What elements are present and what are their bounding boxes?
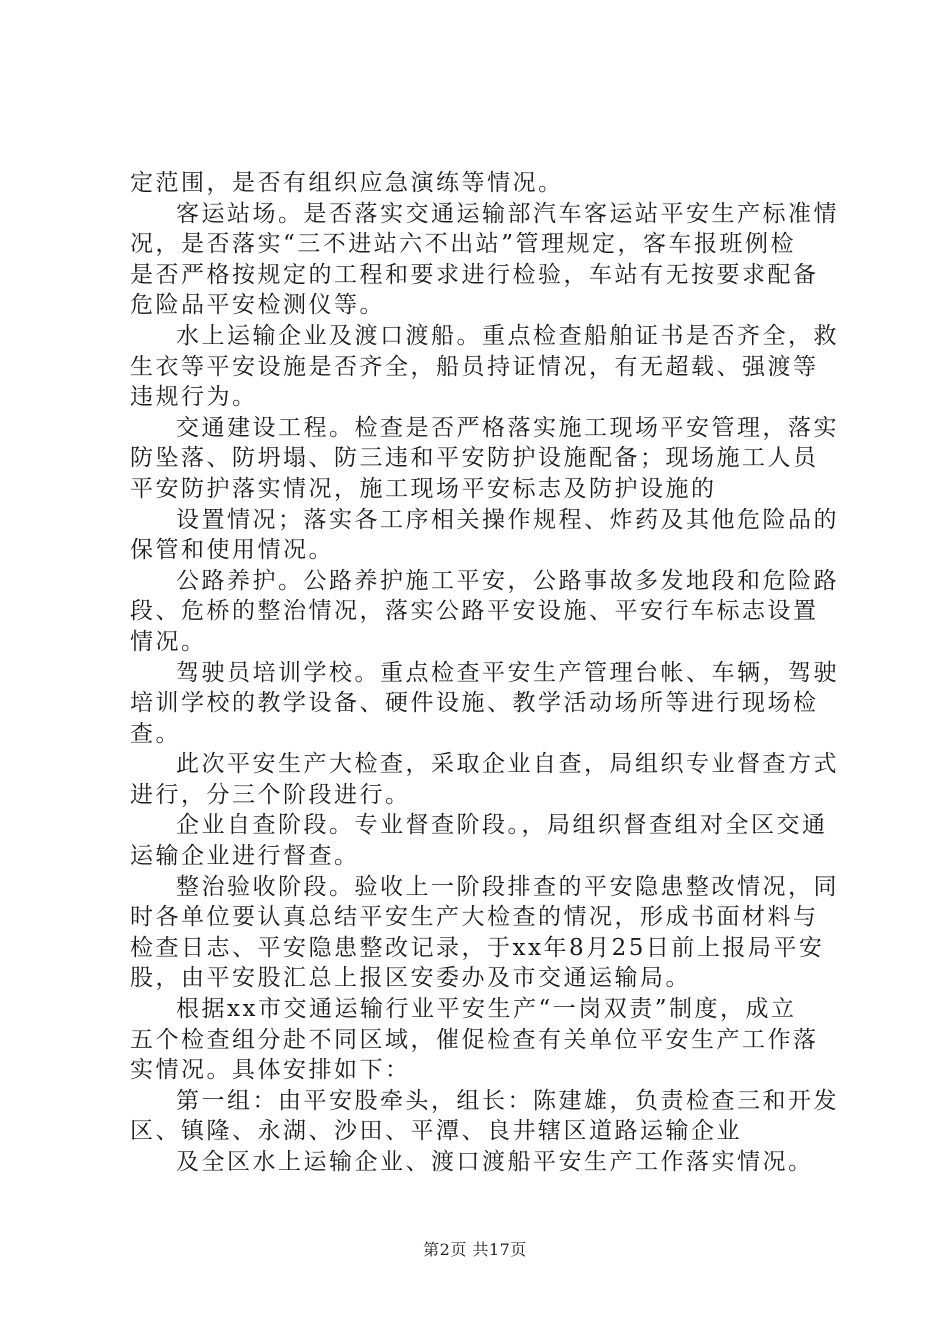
text-line: 时各单位要认真总结平安生产大检查的情况，形成书面材料与 xyxy=(130,904,819,931)
text-line: 培训学校的教学设备、硬件设施、教学活动场所等进行现场检 xyxy=(130,690,819,717)
text-line: 五个检查组分赴不同区域，催促检查有关单位平安生产工作落 xyxy=(130,1026,819,1053)
text-line: 运输企业进行督查。 xyxy=(130,843,360,870)
text-line: 水上运输企业及渡口渡船。重点检查船舶证书是否齐全，救 xyxy=(176,322,839,349)
text-line: 是否严格按规定的工程和要求进行检验，车站有无按要求配备 xyxy=(130,261,819,288)
text-line: 况，是否落实“三不进站六不出站”管理规定，客车报班例检 xyxy=(130,231,797,258)
text-line: 危险品平安检测仪等。 xyxy=(130,292,385,319)
text-line: 生衣等平安设施是否齐全，船员持证情况，有无超载、强渡等 xyxy=(130,353,819,380)
text-line: 查。 xyxy=(130,720,181,747)
text-line: 平安防护落实情况，施工现场平安标志及防护设施的 xyxy=(130,475,717,502)
text-line: 段、危桥的整治情况，落实公路平安设施、平安行车标志设置 xyxy=(130,598,819,625)
text-line: 股，由平安股汇总上报区安委办及市交通运输局。 xyxy=(130,965,691,992)
text-line: 实情况。具体安排如下： xyxy=(130,1057,411,1084)
text-line: 根据xx市交通运输行业平安生产“一岗双责”制度，成立 xyxy=(176,996,797,1023)
text-line: 防坠落、防坍塌、防三违和平安防护设施配备；现场施工人员 xyxy=(130,445,819,472)
text-line: 交通建设工程。检查是否严格落实施工现场平安管理，落实 xyxy=(176,414,839,441)
text-line: 情况。 xyxy=(130,628,207,655)
text-line: 区、镇隆、永湖、沙田、平潭、良井辖区道路运输企业 xyxy=(130,1118,742,1145)
page-number-footer: 第2页 共17页 xyxy=(423,1240,527,1259)
text-line: 保管和使用情况。 xyxy=(130,537,334,564)
text-line: 公路养护。公路养护施工平安，公路事故多发地段和危险路 xyxy=(176,567,839,594)
text-line: 及全区水上运输企业、渡口渡船平安生产工作落实情况。 xyxy=(176,1149,814,1175)
text-line: 企业自查阶段。专业督查阶段。，局组织督查组对全区交通 xyxy=(176,812,828,839)
text-line: 检查日志、平安隐患整改记录，于xx年8月25日前上报局平安 xyxy=(130,934,825,961)
text-line: 进行，分三个阶段进行。 xyxy=(130,781,411,808)
text-line: 设置情况；落实各工序相关操作规程、炸药及其他危险品的 xyxy=(176,506,839,533)
document-body xyxy=(130,168,840,1178)
text-line: 整治验收阶段。验收上一阶段排查的平安隐患整改情况，同 xyxy=(176,873,839,900)
text-line: 此次平安生产大检查，采取企业自查，局组织专业督查方式 xyxy=(176,751,839,778)
text-line: 驾驶员培训学校。重点检查平安生产管理台帐、车辆，驾驶 xyxy=(176,659,839,686)
text-line: 违规行为。 xyxy=(130,384,258,411)
text-line: 定范围，是否有组织应急演练等情况。 xyxy=(130,170,564,196)
text-line: 第一组：由平安股牵头，组长：陈建雄，负责检查三和开发 xyxy=(176,1087,839,1114)
text-line: 客运站场。是否落实交通运输部汽车客运站平安生产标准情 xyxy=(176,200,839,227)
